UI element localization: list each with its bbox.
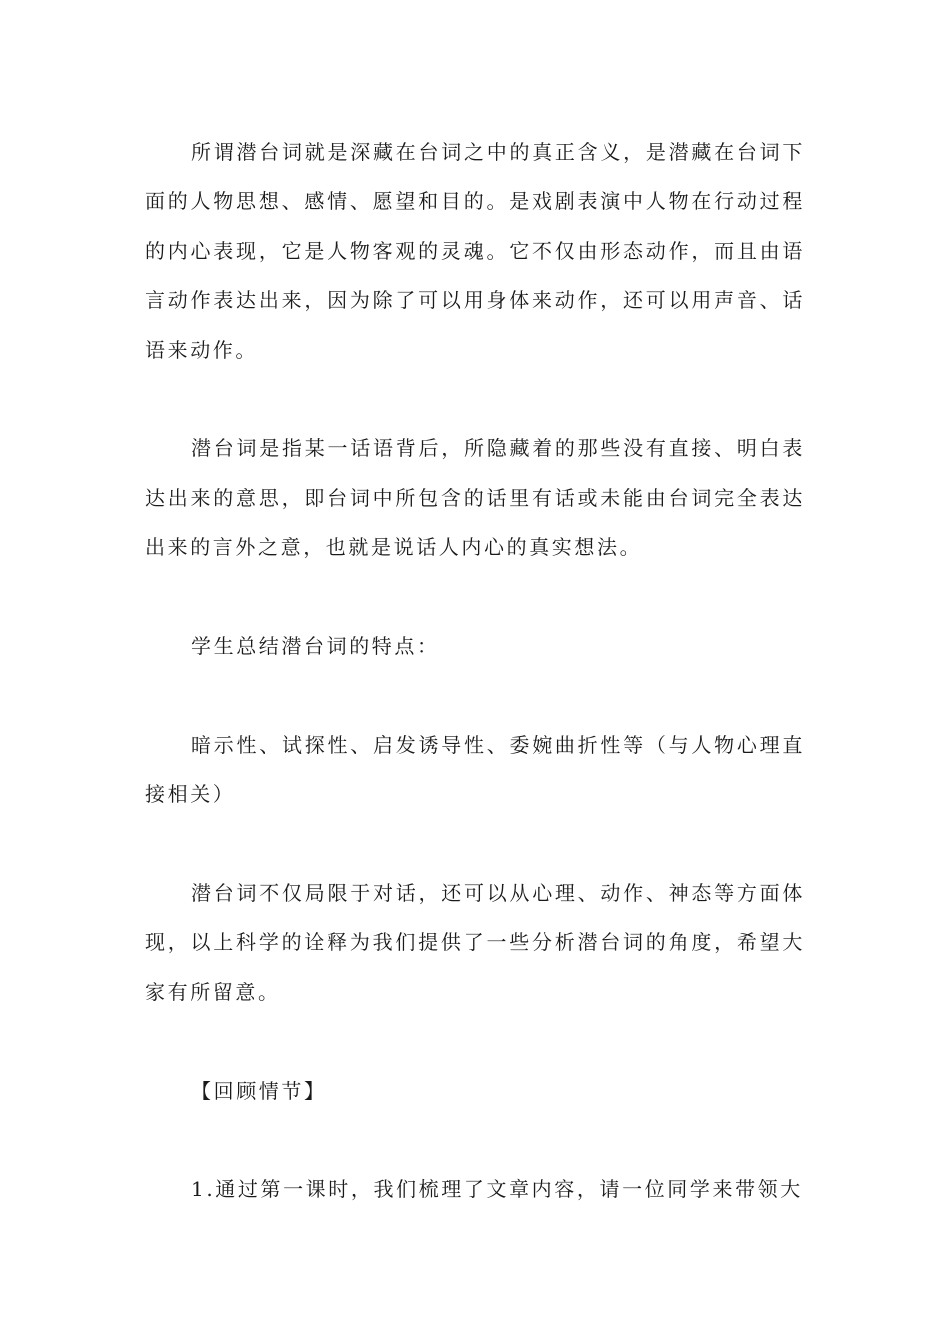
paragraph-gap — [145, 1116, 805, 1165]
paragraph-gap — [145, 1017, 805, 1066]
paragraph-summary-heading: 学生总结潜台词的特点： — [191, 634, 440, 659]
section-heading-review-plot: 【回顾情节】 — [191, 1078, 327, 1103]
document-body — [145, 128, 805, 1215]
paragraph-meaning: 潜台词是指某一话语背后，所隐藏着的那些没有直接、明白表达出来的意思，即台词中所包含的话里有话或未能由台词完全表达出来的言外之意，也就是说话人内心的真实想法。 — [145, 436, 805, 560]
paragraph-definition: 所谓潜台词就是深藏在台词之中的真正含义，是潜藏在台词下面的人物思想、感情、愿望和目的。是戏剧表演中人物在行动过程的内心表现，它是人物客观的灵魂。它不仅由形态动作，而且由语言动作表达出来，因为除了可以用身体来动作，还可以用声音、话语来动作。 — [145, 140, 805, 362]
paragraph-gap — [145, 375, 805, 424]
paragraph-features: 暗示性、试探性、启发诱导性、委婉曲折性等（与人物心理直接相关） — [145, 732, 805, 807]
paragraph-gap — [145, 671, 805, 720]
paragraph-scope: 潜台词不仅局限于对话，还可以从心理、动作、神态等方面体现，以上科学的诠释为我们提供了一些分析潜台词的角度，希望大家有所留意。 — [145, 881, 805, 1004]
paragraph-review-item-1: 1.通过第一课时，我们梳理了文章内容，请一位同学来带领大 — [191, 1177, 803, 1202]
paragraph-gap — [145, 820, 805, 869]
paragraph-gap — [145, 573, 805, 622]
